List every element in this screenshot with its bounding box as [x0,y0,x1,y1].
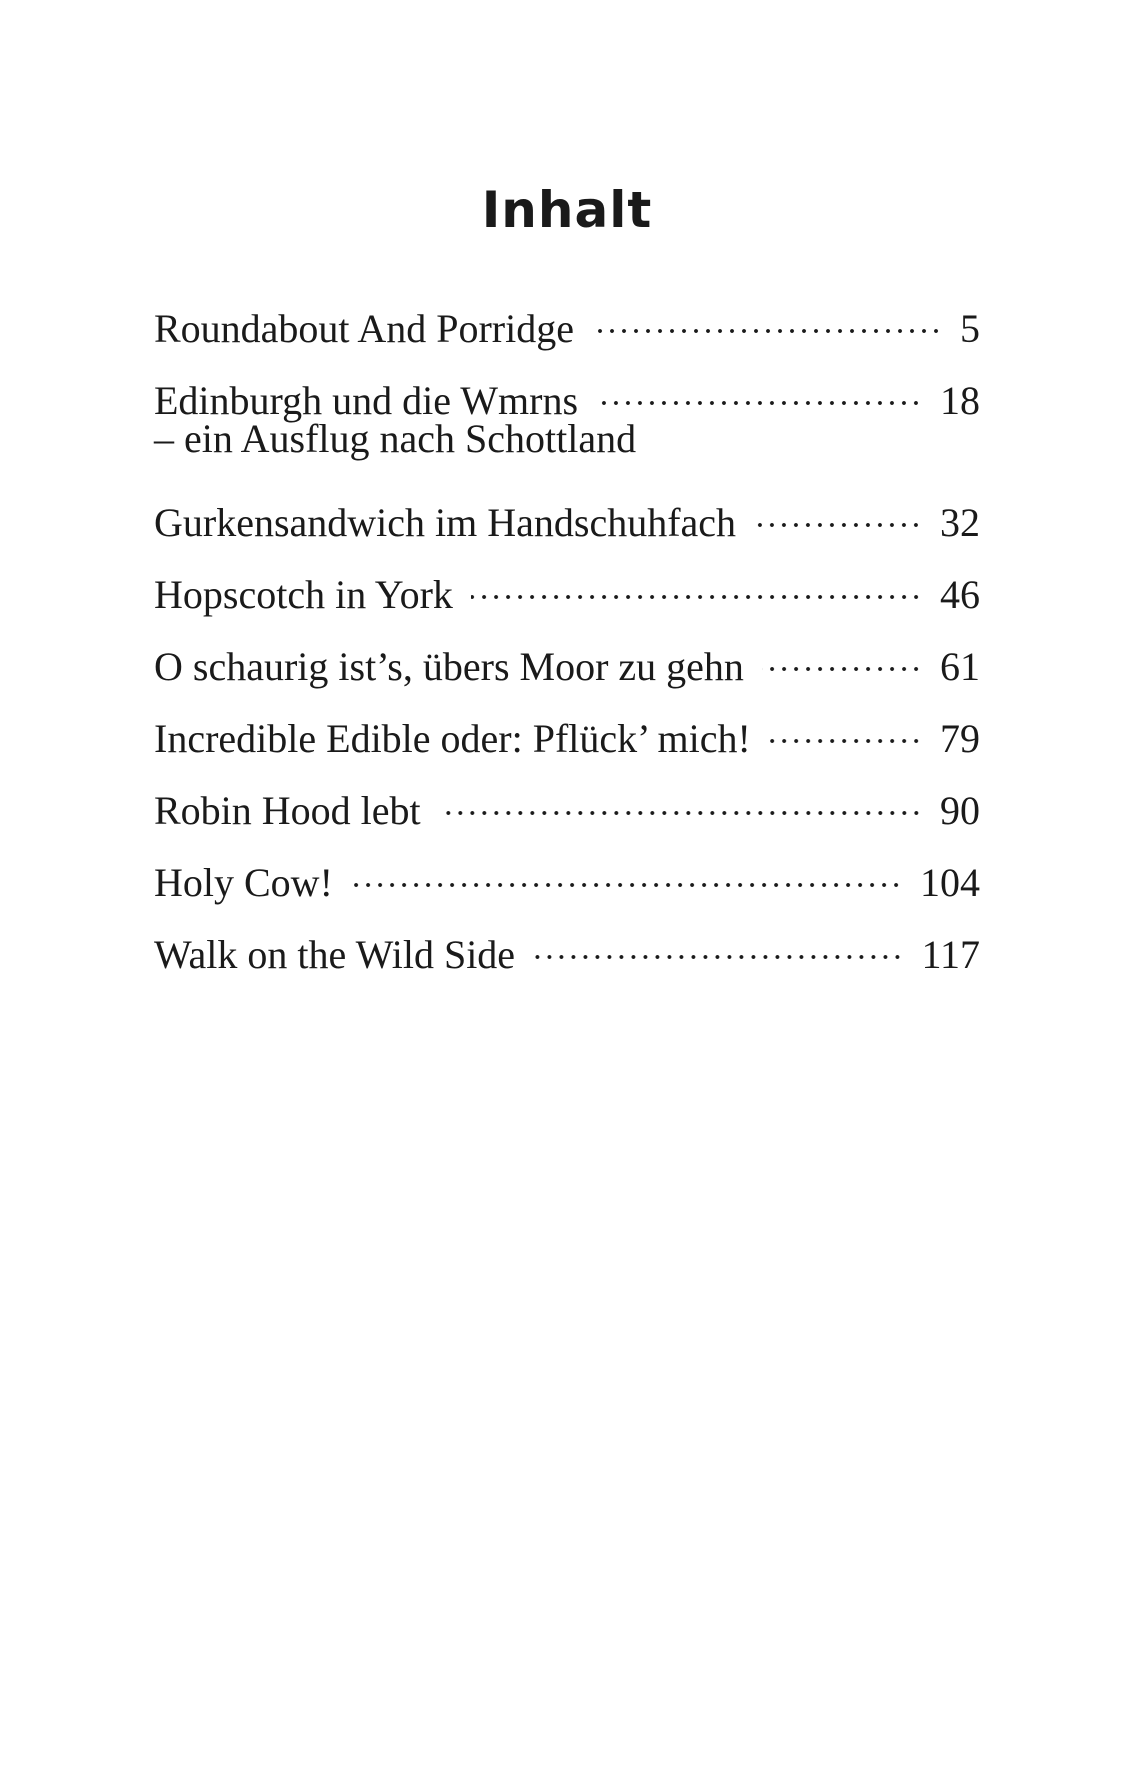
toc-line [154,292,980,351]
dot-leader [533,918,903,968]
page-title: Inhalt [481,181,653,239]
toc-page-number: 46 [940,572,980,617]
toc-line [154,486,980,545]
toc-line [154,774,980,833]
toc-entry[interactable] [154,292,980,351]
dot-leader [769,702,922,752]
toc-line [154,364,980,423]
dot-leader [351,846,902,896]
toc-entry[interactable] [154,630,980,689]
toc-entry[interactable] [154,846,980,905]
table-of-contents [154,292,980,990]
dot-leader [762,630,922,680]
toc-entry[interactable] [154,774,980,833]
toc-entry-title: Holy Cow! [154,860,333,905]
toc-entry-title: Edinburgh und die Wmrns [154,378,579,423]
dot-leader [754,486,922,536]
toc-page-number: 32 [940,500,980,545]
toc-entry[interactable] [154,486,980,545]
toc-entry-title: Gurkensandwich im Handschuhfach [154,500,737,545]
toc-entry[interactable] [154,364,980,464]
toc-line [154,846,980,905]
dot-leader [439,774,922,824]
toc-entry-title: Roundabout And Porridge [154,306,574,351]
dot-leader [596,364,922,414]
toc-page-number: 5 [960,306,980,351]
toc-page-number: 117 [921,932,980,977]
toc-line [154,558,980,617]
toc-entry-subtitle: – ein Ausflug nach Schottland [154,416,637,461]
toc-page-number: 90 [940,788,980,833]
toc-page-number: 79 [940,716,980,761]
dot-leader [592,292,942,342]
toc-entry-title: Robin Hood lebt [154,788,421,833]
toc-page-number: 18 [940,378,980,423]
toc-page-number: 104 [920,860,980,905]
toc-entry[interactable] [154,918,980,977]
toc-line [154,630,980,689]
toc-line [154,918,980,977]
toc-entry-title: O schaurig ist’s, übers Moor zu gehn [154,644,744,689]
toc-entry-title: Walk on the Wild Side [154,932,516,977]
toc-page-number: 61 [940,644,980,689]
dot-leader [471,558,922,608]
toc-entry[interactable] [154,558,980,617]
toc-line [154,702,980,761]
toc-entry-title: Hopscotch in York [154,572,453,617]
toc-entry[interactable] [154,702,980,761]
toc-entry-title: Incredible Edible oder: Pflück’ mich! [154,716,751,761]
